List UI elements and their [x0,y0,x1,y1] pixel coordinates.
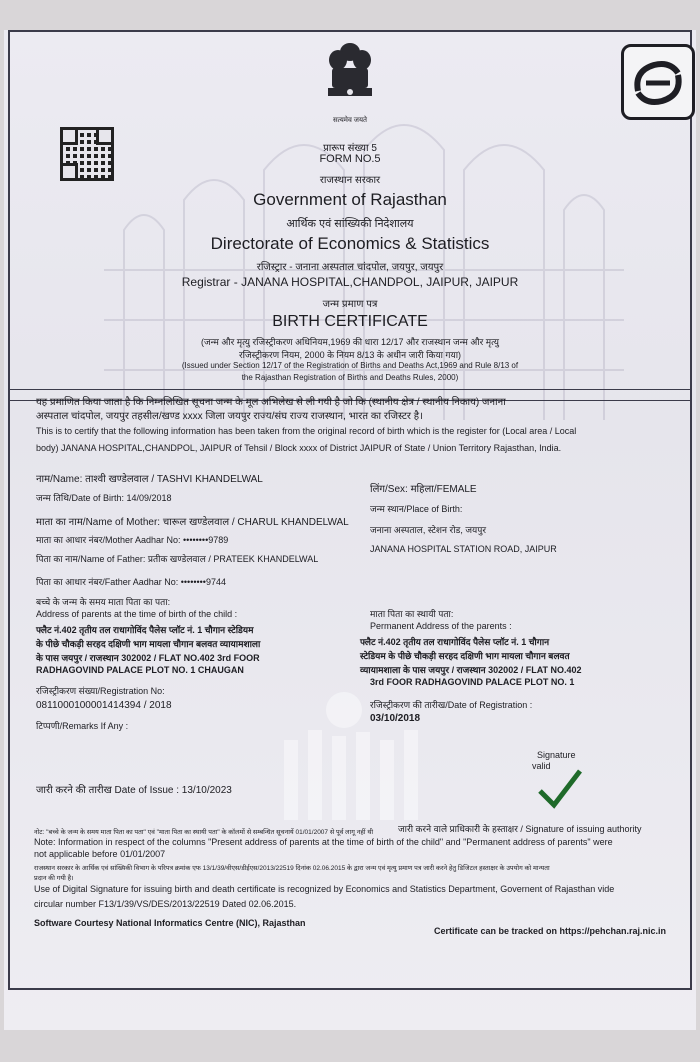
note-eng-2: not applicable before 01/01/2007 [34,849,166,859]
note-hindi: नोट: "बच्चे के जन्म के समय माता पिता का पता" एवं "माता पिता का स्थायी पता" के कॉलमों से सम्बन्धित सूचनायें 01/01/2007 से पूर्व लागू नहीं थी [34,829,374,836]
act-hindi-line-2: रजिस्ट्रीकरण नियम, 2000 के नियम 8/13 के अधीन जारी किया गया) [238,350,462,360]
perm-address-hindi-label: माता पिता का स्थायी पता: [370,609,454,619]
father-aadhar: पिता का आधार नंबर/Father Aadhar No: ••••••••9744 [36,577,226,587]
verified-check-icon [534,765,584,815]
dsig-eng-2: circular number F13/1/39/VS/DES/2013/22519 Dated 02.06.2015. [34,899,297,909]
signature-valid-text: valid [532,761,551,771]
certify-hindi-2: अस्पताल चांदपोल, जयपुर तहसील/खण्ड xxxx जिला जयपुर राज्य/संघ राज्य राजस्थान, भारत का रजिस्टर है। [36,411,423,422]
place-of-birth: JANANA HOSPITAL STATION ROAD, JAIPUR [370,544,557,554]
govt-title: Government of Rajasthan [253,190,447,209]
certificate-title-hindi: जन्म प्रमाण पत्र [322,299,378,310]
birth-emblem-watermark [274,670,454,830]
birth-address-label: Address of parents at the time of birth of the child : [36,609,238,619]
registrar: Registrar - JANANA HOSPITAL,CHANDPOL, JAIPUR, JAIPUR [181,275,519,289]
registration-date-label: रजिस्ट्रीकरण की तारीख/Date of Registration : [370,700,533,710]
certify-eng-2: body) JANANA HOSPITAL,CHANDPOL, JAIPUR of Tehsil / Block xxxx of District JAIPUR of State / Union Territory Rajasthan, India. [36,443,562,453]
act-hindi-line-1: (जन्म और मृत्यु रजिस्ट्रीकरण अधिनियम,1969 की धारा 12/17 और राजस्थान जन्म और मृत्यु [200,337,500,347]
act-eng-line-1: (Issued under Section 12/17 of the Registration of Births and Deaths Act,1969 and Rule 8/13 of [181,361,519,370]
registration-no: 0811000100001414394 / 2018 [36,700,172,711]
directorate-hindi: आर्थिक एवं सांख्यिकी निदेशालय [286,218,414,230]
perm-address-label: Permanent Address of the parents : [370,621,512,631]
birth-address-line-2: के पीछे चौकड़ी सरहद दक्षिणी भाग मायला चौगान बलवत व्यायामशाला [36,639,261,649]
dsig-hindi-2: प्रदान की गयी है। [34,875,74,882]
signature-valid-label: Signature [537,750,576,760]
note-eng-1: Note: Information in respect of the columns "Present address of parents at the time of birth of the child" and "Permanent address of parents" were [34,837,613,847]
dsig-hindi-1: राजस्थान सरकार के आर्थिक एवं सांख्यिकी विभाग के परिपत्र क्रमांक एफ 13/1/39/वीएस/डीईएस/2013/22519 दिनांक 02.06.2015 के द्वारा जन्म एवं मृत्यु प्रमाण पत्र जारी करने हेतु डिजिटल हस्ताक्षर के उपयोग को मान्यता [34,865,550,872]
mother-name: माता का नाम/Name of Mother: चारूल खण्डेलवाल / CHARUL KHANDELWAL [36,517,349,528]
birth-address-line-3: के पास जयपुर / राजस्थान 302002 / FLAT NO.402 3rd FOOR [36,653,260,663]
registrar-hindi: रजिस्ट्रार - जनाना अस्पताल चांदपोल, जयपुर, जयपुर [256,262,444,273]
signature-label: जारी करने वाले प्राधिकारी के हस्ताक्षर / Signature of issuing authority [398,824,642,834]
certificate-title: BIRTH CERTIFICATE [272,313,428,330]
registration-date: 03/10/2018 [370,713,421,724]
form-no-hindi: प्रारूप संख्या 5 [323,143,377,154]
dsig-eng-1: Use of Digital Signature for issuing birth and death certificate is recognized by Economics and Statistics Department, Governent of Rajasthan vide [34,884,615,894]
mother-aadhar: माता का आधार नंबर/Mother Aadhar No: ••••••••9789 [36,535,229,545]
perm-address-line-4: 3rd FOOR RADHAGOVIND PALACE PLOT NO. 1 [370,677,575,687]
divider-top [10,389,690,390]
certify-hindi-1: यह प्रमाणित किया जाता है कि निम्नलिखित सूचना जन्म के मूल अभिलेख से ली गयी है जो कि (स्थानीय क्षेत्र / स्थानीय निकाय) जनाना [36,397,506,408]
certificate-paper [4,30,696,1030]
tracking-url[interactable]: Certificate can be tracked on https://pehchan.raj.nic.in [434,926,667,936]
father-name: पिता का नाम/Name of Father: प्रतीक खण्डेलवाल / PRATEEK KHANDELWAL [36,554,319,564]
birth-address-line-4: RADHAGOVIND PALACE PLOT NO. 1 CHAUGAN [36,665,244,675]
perm-address-line-1: फ्लैट नं.402 तृतीय तल राधागोविंद पैलेस प्लॉट नं. 1 चौगान [360,637,550,647]
birth-address-line-1: फ्लैट नं.402 तृतीय तल राधागोविंद पैलेस प्लॉट नं. 1 चौगान स्टेडियम [36,625,254,635]
date-of-birth: जन्म तिथि/Date of Birth: 14/09/2018 [36,493,172,503]
certify-eng-1: This is to certify that the following information has been taken from the original record of birth which is the register for (Local area / Local [36,426,577,436]
registration-no-label: रजिस्ट्रीकरण संख्या/Registration No: [36,686,165,696]
govt-hindi: राजस्थान सरकार [319,175,381,186]
perm-address-line-3: व्यायामशाला के पास जयपुर / राजस्थान 302002 / FLAT NO.402 [360,665,582,675]
emblem-caption: सत्यमेव जयते [332,117,368,124]
place-of-birth-label: जन्म स्थान/Place of Birth: [370,504,463,514]
directorate-title: Directorate of Economics & Statistics [210,234,490,253]
perm-address-line-2: स्टेडियम के पीछे चौकड़ी सरहद दक्षिणी भाग मायला चौगान बलवत [360,651,570,661]
remarks: टिप्पणी/Remarks If Any : [36,721,129,731]
pehchan-logo-icon [621,44,695,120]
software-courtesy: Software Courtesy National Informatics Centre (NIC), Rajasthan [34,918,306,928]
national-emblem-icon [322,42,378,118]
form-no: FORM NO.5 [319,153,381,165]
sex: लिंग/Sex: महिला/FEMALE [370,484,477,495]
child-name: नाम/Name: ताश्वी खण्डेलवाल / TASHVI KHANDELWAL [36,474,263,485]
place-of-birth-hindi: जनाना अस्पताल, स्टेशन रोड, जयपुर [370,525,487,535]
date-of-issue: जारी करने की तारीख Date of Issue : 13/10/2023 [36,785,232,796]
act-eng-line-2: the Rajasthan Registration of Births and Deaths Rules, 2000) [241,373,459,382]
birth-address-hindi-label: बच्चे के जन्म के समय माता पिता का पता: [36,597,171,607]
